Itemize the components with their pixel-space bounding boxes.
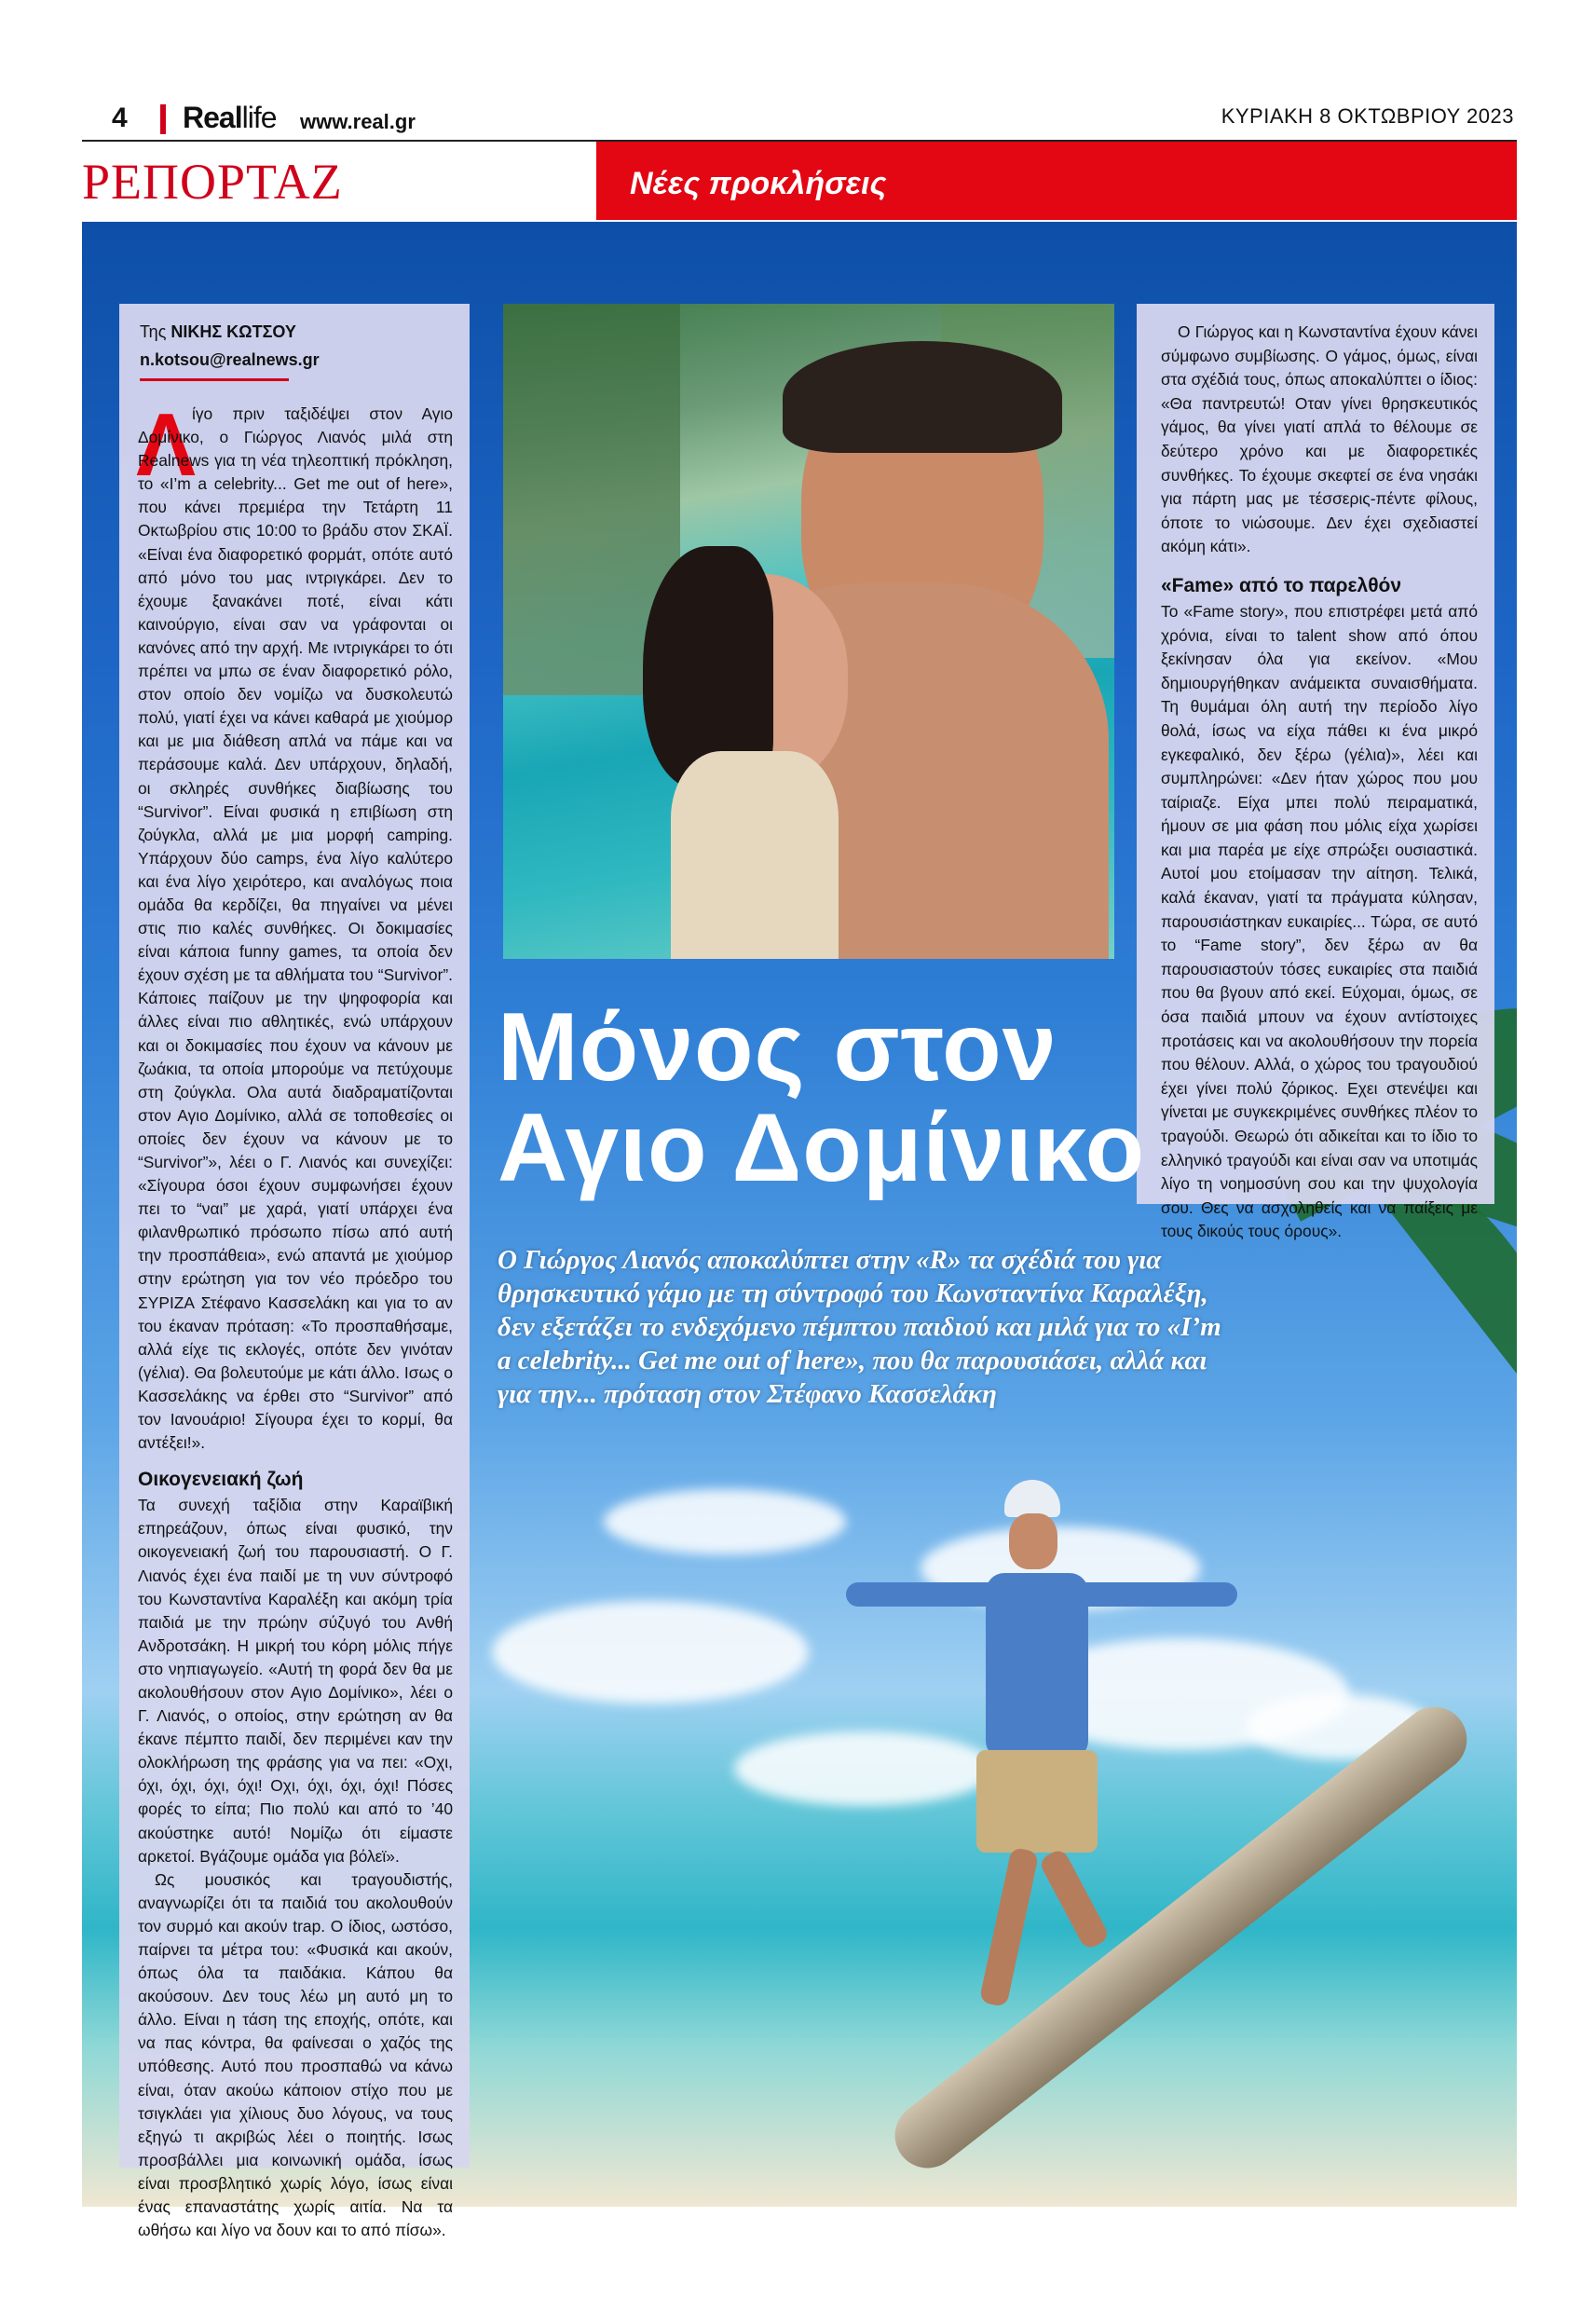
couple-selfie-photo (503, 304, 1114, 959)
kicker-text: Νέες προκλήσεις (630, 166, 887, 201)
site-url: www.real.gr (300, 110, 416, 133)
byline-prefix: Της (140, 322, 171, 341)
brand-bold: Real (183, 101, 242, 134)
paragraph-intro-text: ίγο πριν ταξιδέψει στον Αγιο Δομίνικο, ο Γιώργος Λιανός μιλά στη Realnews για τη νέα τηλεοπτική πρόκληση, το «I’m a celebrity... Get me out of here», που κάνει πρεμιέρα την Τετάρτη 11 Οκτωβρίου στις 10:00 το βράδυ στον ΣΚΑΪ. «Είναι ένα διαφορετικό φορμάτ, οπότε αυτό από μόνο του μας ιντριγκάρει. Δεν το έχουμε ξανακάνει ποτέ, είναι κάτι καινούργιο, είναι σαν να γράφονται οι κανόνες από την αρχή. Με ιντριγκάρει το ότι πρέπει να μπω σε έναν διαφορετικό ρόλο, στον οποίο δεν νομίζω να δυσκολευτώ πολύ, γιατί έχει να κάνει καθαρά με χιούμορ και με μια διάθεση απλά να πάμε και να περάσουμε καλά. Δεν υπάρχουν, δηλαδή, οι σκληρές συνθήκες διαβίωσης του “Survivor”. Είναι φυσικά η επιβίωση στη ζούγκλα, αλλά με μια μορφή camping. Υπάρχουν δύο camps, ένα λίγο καλύτερο και ένα λίγο χειρότερο, και αναλόγως ποια ομάδα θα κερδίζει, θα πηγαίνει να μένει στις πιο καλές συνθήκες. Οι δοκιμασίες είναι κάποια funny games, τα οποία δεν έχουν σχέση με τα αθλήματα του “Survivor”. Κάποιες παίζουν με την ψηφοφορία και άλλες είναι πιο αθλητικές, ενώ υπάρχουν και οι δοκιμασίες που έχουν να κάνουν με ζωάκια, τα οποία μπορούμε να πετύχουμε στη ζούγκλα. Ολα αυτά διαδραματίζονται στον Αγιο Δομίνικο, αλλά σε τοποθεσίες οι οποίες δεν έχουν να κάνουν με το “Survivor”», λέει ο Γ. Λιανός και συνεχίζει: «Σίγουρα όσοι έχουν συμφωνήσει έχουν πει το “ναι” με χαρά, γιατί υπάρχει ένα φιλανθρωπικό πρόσωπο πίσω από αυτή την προσπάθεια», ενώ απαντά με χιούμορ στην ερώτηση για τον νέο πρόεδρο του ΣΥΡΙΖΑ Στέφανο Κασσελάκη και για το αν του έκαναν πρόταση: «Το προσπαθήσαμε, αλλά είχε τις εκλογές, οπότε δεν γινόταν (γέλια). Θα βολευτούμε με κάτι άλλο. Ισως ο Κασσελάκης να έρθει στο “Survivor” από τον Ιανουάριο! Σίγουρα έχει το κορμί, θα αντέξει!». (138, 404, 453, 1453)
paragraph-music: Ως μουσικός και τραγουδιστής, αναγνωρίζει ότι τα παιδιά του ακολουθούν τον συρμό και ακούν trap. Ο ίδιος, ωστόσο, παίρνει τα μέτρα του: «Φυσικά και ακούν, όπως όλα τα παιδάκια. Κάπου θα ακούσουν. Δεν τους λέω μη αυτό μη το άλλο. Είναι η τάση της εποχής, οπότε, και να πας κόντρα, θα φαίνεσαι ο χαζός της υπόθεσης. Αυτό που προσπαθώ να κάνω είναι, όταν ακούω κάποιον στίχο που με τσιγκλάει για χίλιους δυο λόγους, να τους εξηγώ τι ακριβώς λέει ο ποιητής. Ισως προσβάλλει μια κοινωνική ομάδα, ίσως είναι προσβλητικό χωρίς λόγο, ίσως είναι ένας επαναστάτης χωρίς αιτία. Να τα ωθήσω και λίγο να δουν και το από πίσω». (138, 1869, 453, 2240)
man-on-palm-figure (939, 1480, 1144, 2188)
brand-light: life (241, 101, 277, 134)
section-title: ΡΕΠΟΡΤΑΖ (82, 154, 343, 210)
brand-logo (183, 101, 277, 135)
paragraph-wedding: Ο Γιώργος και η Κωνσταντίνα έχουν κάνει σύμφωνο συμβίωσης. Ο γάμος, όμως, είναι στα σχέδιά τους, όπως αποκαλύπτει ο ίδιος: «Θα παντρευτώ! Οταν γίνει θρησκευτικός γάμος, θα γίνει γιατί απλά το θέλουμε σε δεύτερο χρόνο και με διαφορετικές συνθήκες. Το έχουμε σκεφτεί σε ένα νησάκι για πάρτη μας με τέσσερις-πέντε φίλους, όποτε το νιώσουμε. Δεν έχει σχεδιαστεί ακόμη κάτι». (1161, 322, 1478, 556)
paragraph-intro (136, 395, 453, 1455)
headline-line-1: Μόνος στον (498, 993, 1057, 1101)
lede: Ο Γιώργος Λιανός αποκαλύπτει στην «R» τα σχέδιά του για θρησκευτικό γάμο με τη σύντροφό του Κωνσταντίνα Καραλέξη, δεν εξετάζει το ενδεχόμενο πέμπτου παιδιού και μιλά για το «I’m a celebrity... Get me out of here», που θα παρουσιάσει, αλλά και για την... πρόταση στον Στέφανο Κασσελάκη (498, 1245, 1221, 1409)
author-email: n.kotsou@realnews.gr (140, 350, 320, 369)
page-number-divider (160, 104, 166, 134)
headline-line-2: Αγιο Δομίνικο (498, 1094, 1146, 1202)
left-article-text (136, 395, 453, 2242)
paragraph-fame: Το «Fame story», που επιστρέφει μετά από χρόνια, είναι το talent show από όπου ξεκίνησαν όλα για εκείνον. «Μου δημιουργήθηκαν ανάμεικτα συναισθήματα. Τη θυμάμαι όλη αυτή την περίοδο λίγο θολά, ίσως να είχα πάθει κι ένα μικρό εγκεφαλικό, δεν ξέρω (γέλια)», λέει και συμπληρώνει: «Δεν ήταν χώρος που μου ταίριαζε. Είχα μπει πολύ πειραματικά, ήμουν σε μια φάση που μόλις είχα χωρίσει και μια παρέα με είχε σπρώξει ουσιαστικά. Αυτοί μου ετοίμασαν την αίτηση. Τελικά, καλά έκαναν, γιατί τα πράγματα κύλησαν, παρουσιάστηκαν ευκαιρίες... Τώρα, σε αυτό το “Fame story”, δεν ξέρω αν θα παρουσιαστούν τόσες ευκαιρίες στα παιδιά που θα βγουν από εκεί. Εύχομαι, όμως, σε όσα παιδιά μπουν να έχουν αντίστοιχες προτάσεις και να ακολουθήσουν την πορεία που θέλουν. Αλλά, ο χώρος του τραγουδιού έχει γίνει πολύ ζόρικος. Εχει στενέψει και γίνεται με συγκεκριμένες συνθήκες πλέον το τραγούδι. Θεωρώ ότι αδικείται και το ίδιο το ελληνικό τραγούδι και είναι σαν να υποτιμάς λίγο τη νοημοσύνη σου και την ψυχολογία σου. Θες να ασχοληθείς και να παίξεις με τους δικούς τους όρους». (1161, 601, 1478, 1241)
issue-date: ΚΥΡΙΑΚΗ 8 ΟΚΤΩΒΡΙΟΥ 2023 (1221, 104, 1514, 128)
subheading-fame: «Fame» από το παρελθόν (1161, 574, 1402, 596)
byline (140, 322, 296, 342)
byline-rule (140, 378, 289, 381)
right-article-text (1161, 321, 1478, 1244)
page-number: 4 (112, 103, 128, 133)
kicker-bar (596, 142, 1517, 220)
paragraph-family: Τα συνεχή ταξίδια στην Καραϊβική επηρεάζουν, όπως είναι φυσικό, την οικογενειακή ζωή του παρουσιαστή. Ο Γ. Λιανός έχει ένα παιδί με τη νυν σύντροφό του Κωνσταντίνα Καραλέξη και ακόμη τρία παιδιά με την πρώην σύζυγό του Ανθή Ανδροτσάκη. Η μικρή του κόρη μόλις πήγε στο νηπιαγωγείο. «Αυτή τη φορά δεν θα με ακολουθήσουν στον Αγιο Δομίνικο», λέει ο Γ. Λιανός, ο οποίος, στην ερώτηση αν θα έκανε πέμπτο παιδί, δεν περιμένει καν την ολοκλήρωση της φράσης για να πει: «Οχι, όχι, όχι, όχι, όχι! Οχι, όχι, όχι, όχι! Πόσες φορές το είπα; Πιο πολύ και από το ’40 ακούστηκε αυτό! Νομίζω ότι είμαστε αρκετοί. Βγάζουμε ομάδα για βόλεϊ». (138, 1496, 453, 1866)
drop-cap: Λ (136, 395, 197, 495)
subheading-family: Οικογενειακή ζωή (138, 1469, 304, 1491)
headline (498, 993, 1150, 1202)
byline-author: ΝΙΚΗΣ ΚΩΤΣΟΥ (171, 322, 296, 341)
